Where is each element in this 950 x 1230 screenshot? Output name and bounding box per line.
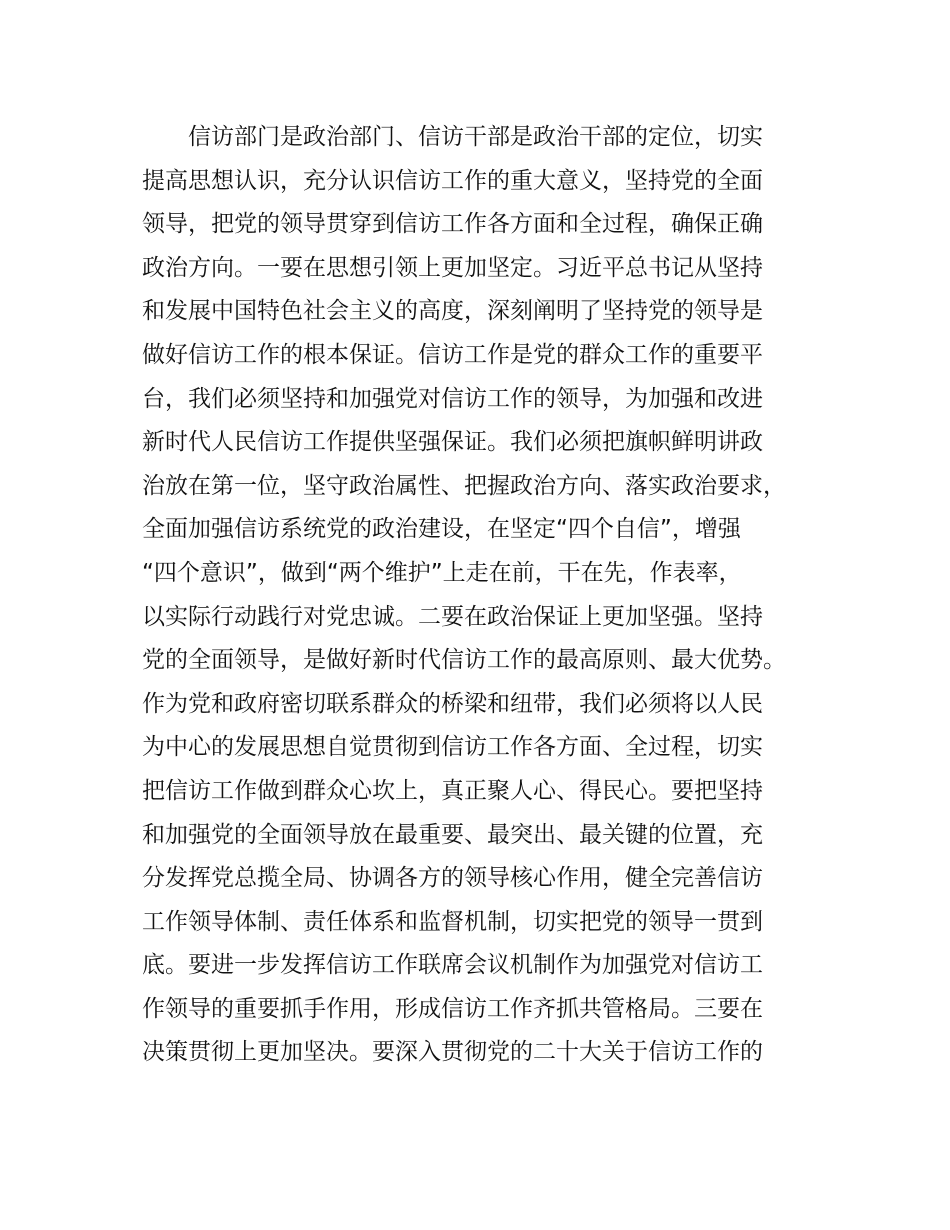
paragraph-line: 和加强党的全面领导放在最重要、最突出、最关键的位置，充 <box>142 821 763 848</box>
paragraph-line: 信访部门是政治部门、信访干部是政治干部的定位，切实 <box>188 124 763 150</box>
paragraph-line: 提高思想认识，充分认识信访工作的重大意义，坚持党的全面 <box>142 167 763 194</box>
paragraph-line: 全面加强信访系统党的政治建设，在坚定“四个自信”，增强 <box>142 516 741 543</box>
paragraph-line: 工作领导体制、责任体系和监督机制，切实把党的领导一贯到 <box>142 908 763 935</box>
body-paragraph <box>142 116 842 1075</box>
paragraph-line: 为中心的发展思想自觉贯彻到信访工作各方面、全过程，切实 <box>142 734 763 761</box>
paragraph-line: 政治方向。一要在思想引领上更加坚定。习近平总书记从坚持 <box>142 254 763 281</box>
paragraph-line: “四个意识”，做到“两个维护”上走在前，干在先，作表率， <box>142 559 742 586</box>
paragraph-line: 治放在第一位，坚守政治属性、把握政治方向、落实政治要求， <box>142 472 786 499</box>
paragraph-line: 把信访工作做到群众心坎上，真正聚人心、得民心。要把坚持 <box>142 777 763 804</box>
paragraph-line: 分发挥党总揽全局、协调各方的领导核心作用，健全完善信访 <box>142 865 763 892</box>
paragraph-line: 和发展中国特色社会主义的高度，深刻阐明了坚持党的领导是 <box>142 298 763 325</box>
paragraph-line: 党的全面领导，是做好新时代信访工作的最高原则、最大优势。 <box>142 647 786 674</box>
paragraph-line: 决策贯彻上更加坚决。要深入贯彻党的二十大关于信访工作的 <box>142 1039 763 1066</box>
paragraph-line: 作为党和政府密切联系群众的桥梁和纽带，我们必须将以人民 <box>142 690 763 717</box>
paragraph-line: 作领导的重要抓手作用，形成信访工作齐抓共管格局。三要在 <box>142 995 763 1022</box>
paragraph-line: 新时代人民信访工作提供坚强保证。我们必须把旗帜鲜明讲政 <box>142 429 763 456</box>
paragraph-line: 底。要进一步发挥信访工作联席会议机制作为加强党对信访工 <box>142 952 763 979</box>
paragraph-line: 台，我们必须坚持和加强党对信访工作的领导，为加强和改进 <box>142 385 763 412</box>
paragraph-line: 做好信访工作的根本保证。信访工作是党的群众工作的重要平 <box>142 341 763 368</box>
paragraph-line: 以实际行动践行对党忠诚。二要在政治保证上更加坚强。坚持 <box>142 603 763 630</box>
paragraph-line: 领导，把党的领导贯穿到信访工作各方面和全过程，确保正确 <box>142 211 763 238</box>
